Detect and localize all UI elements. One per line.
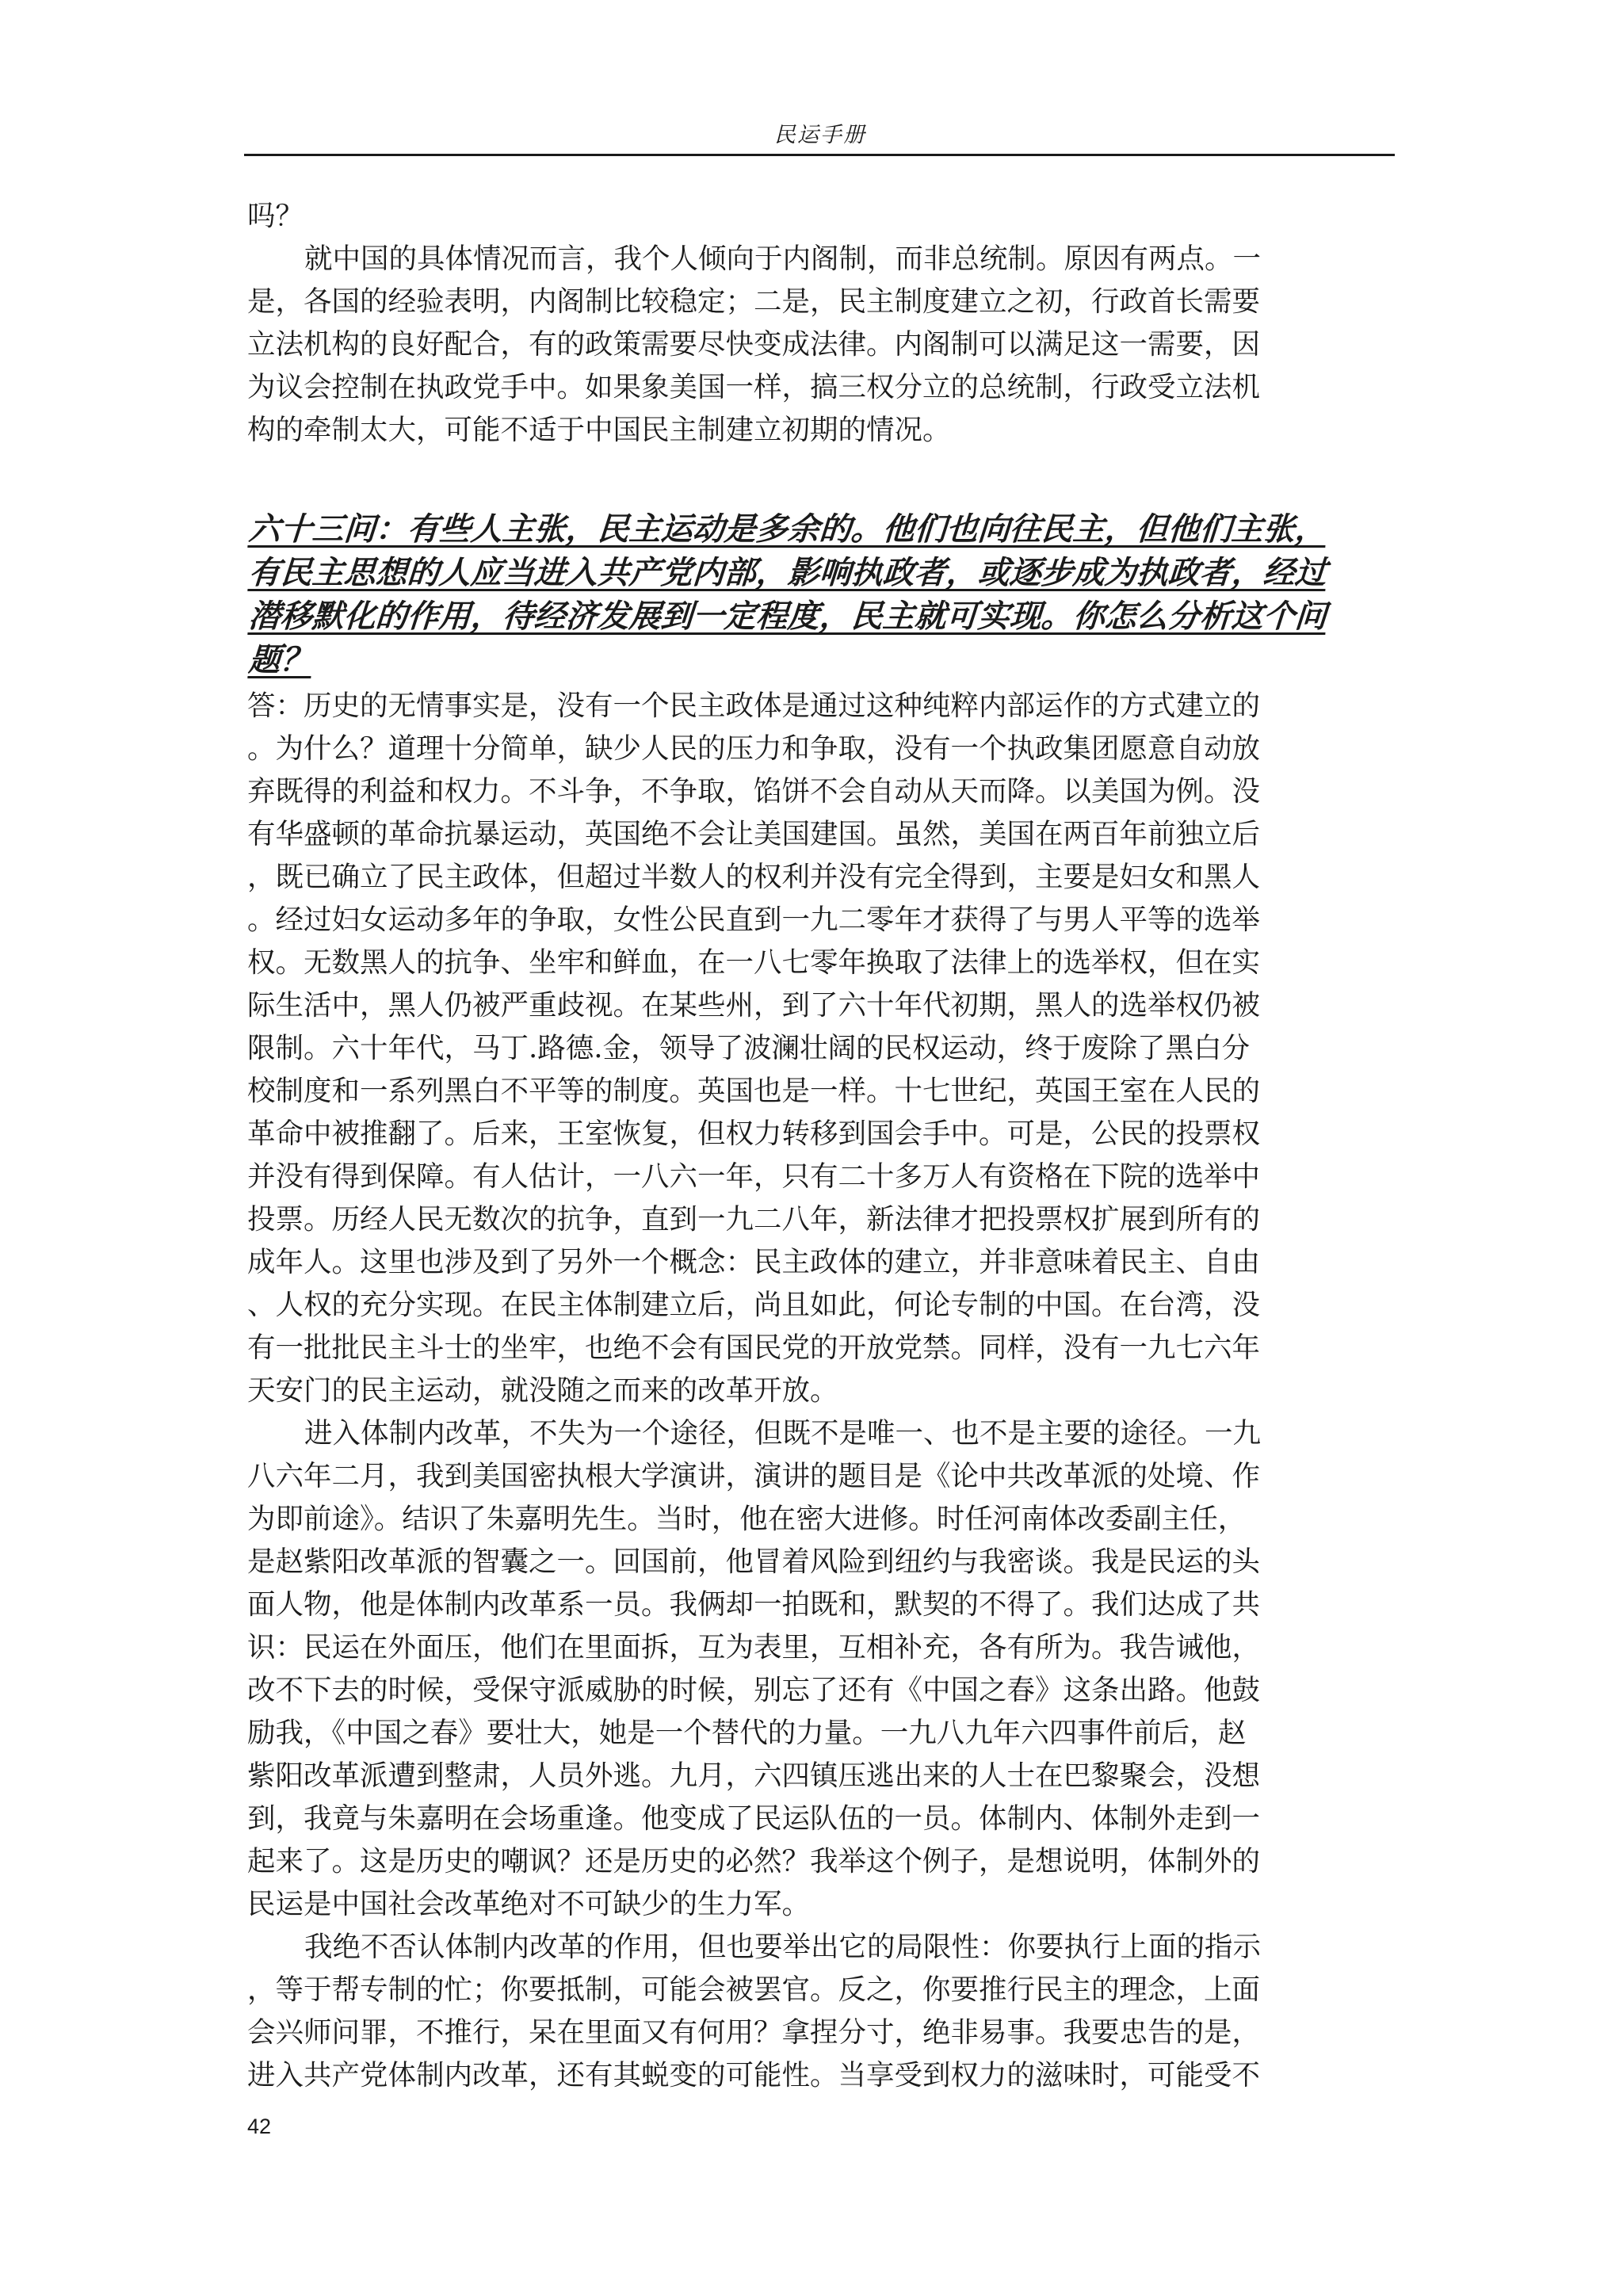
text-line: 天安门的民主运动，就没随之而来的改革开放。: [247, 1374, 838, 1407]
text-line: 限制。六十年代，马丁.路德.金，领导了波澜壮阔的民权运动，终于废除了黑白分: [247, 1032, 1251, 1064]
text-line: 到，我竟与朱嘉明在会场重逢。他变成了民运队伍的一员。体制内、体制外走到一: [247, 1802, 1261, 1835]
text-line: 革命中被推翻了。后来，王室恢复，但权力转移到国会手中。可是，公民的投票权: [247, 1117, 1261, 1150]
text-line: 进入体制内改革，不失为一个途径，但既不是唯一、也不是主要的途径。一九: [304, 1417, 1262, 1450]
text-line: 有一批批民主斗士的坐牢，也绝不会有国民党的开放党禁。同样，没有一九七六年: [247, 1331, 1261, 1364]
heading-line: 有民主思想的人应当进入共产党内部，影响执政者，或逐步成为执政者，经过: [247, 554, 1328, 591]
page-body: [247, 195, 1328, 2097]
heading-line: 潜移默化的作用，待经济发展到一定程度，民主就可实现。你怎么分析这个问: [247, 598, 1328, 635]
text-line: 紫阳改革派遭到整肃，人员外逃。九月，六四镇压逃出来的人士在巴黎聚会，没想: [247, 1759, 1261, 1792]
page-number: 42: [247, 2115, 272, 2138]
text-line: 弃既得的利益和权力。不斗争，不争取，馅饼不会自动从天而降。以美国为例。没: [247, 775, 1261, 808]
text-line: 是，各国的经验表明，内阁制比较稳定；二是，民主制度建立之初，行政首长需要: [247, 285, 1261, 318]
text-line: 有华盛顿的革命抗暴运动，英国绝不会让美国建国。虽然，美国在两百年前独立后: [247, 818, 1261, 850]
text-line: 。为什么？道理十分简单，缺少人民的压力和争取，没有一个执政集团愿意自动放: [247, 732, 1261, 765]
text-line: 会兴师问罪，不推行，呆在里面又有何用？拿捏分寸，绝非易事。我要忠告的是，: [247, 2016, 1261, 2049]
text-line: 八六年二月，我到美国密执根大学演讲，演讲的题目是《论中共改革派的处境、作: [247, 1460, 1261, 1492]
text-line: 识：民运在外面压，他们在里面拆，互为表里，互相补充，各有所为。我告诫他，: [247, 1631, 1261, 1664]
text-line: 答：历史的无情事实是，没有一个民主政体是通过这种纯粹内部运作的方式建立的: [247, 690, 1261, 722]
text-line: 改不下去的时候，受保守派威胁的时候，别忘了还有《中国之春》这条出路。他鼓: [247, 1674, 1261, 1706]
text-line: 投票。历经人民无数次的抗争，直到一九二八年，新法律才把投票权扩展到所有的: [247, 1203, 1261, 1236]
text-line: 为议会控制在执政党手中。如果象美国一样，搞三权分立的总统制，行政受立法机: [247, 371, 1261, 403]
text-line: 并没有得到保障。有人估计，一八六一年，只有二十多万人有资格在下院的选举中: [247, 1160, 1261, 1193]
text-line: ，等于帮专制的忙；你要抵制，可能会被罢官。反之，你要推行民主的理念，上面: [247, 1973, 1261, 2006]
header-divider: [244, 154, 1395, 156]
text-line: 起来了。这是历史的嘲讽？还是历史的必然？我举这个例子，是想说明，体制外的: [247, 1845, 1261, 1878]
question-heading: [247, 507, 1328, 682]
text-line: 。经过妇女运动多年的争取，女性公民直到一九二零年才获得了与男人平等的选举: [247, 904, 1261, 936]
heading-line: 六十三问：有些人主张，民主运动是多余的。他们也向往民主，但他们主张，: [247, 510, 1328, 548]
text-line: 进入共产党体制内改革，还有其蜕变的可能性。当享受到权力的滋味时，可能受不: [247, 2059, 1261, 2092]
text-line: 是赵紫阳改革派的智囊之一。回国前，他冒着风险到纽约与我密谈。我是民运的头: [247, 1545, 1261, 1578]
text-line: 励我，《中国之春》要壮大，她是一个替代的力量。一九八九年六四事件前后，赵: [247, 1717, 1247, 1749]
text-line: 构的牵制太大，可能不适于中国民主制建立初期的情况。: [247, 414, 951, 446]
text-line: 吗？: [247, 200, 304, 232]
text-line: 为即前途》。结识了朱嘉明先生。当时，他在密大进修。时任河南体改委副主任，: [247, 1503, 1247, 1535]
intro-paragraph: [247, 195, 1295, 452]
text-line: 成年人。这里也涉及到了另外一个概念：民主政体的建立，并非意味着民主、自由: [247, 1246, 1261, 1278]
text-line: 权。无数黑人的抗争、坐牢和鲜血，在一八七零年换取了法律上的选举权，但在实: [247, 946, 1261, 979]
running-header: 民运手册: [774, 123, 866, 147]
text-line: 就中国的具体情况而言，我个人倾向于内阁制，而非总统制。原因有两点。一: [304, 243, 1262, 275]
text-line: 立法机构的良好配合，有的政策需要尽快变成法律。内阁制可以满足这一需要，因: [247, 328, 1261, 361]
text-line: 民运是中国社会改革绝对不可缺少的生力军。: [247, 1888, 811, 1920]
answer-body: [247, 685, 1295, 2097]
text-line: 际生活中，黑人仍被严重歧视。在某些州，到了六十年代初期，黑人的选举权仍被: [247, 989, 1261, 1022]
text-line: ，既已确立了民主政体，但超过半数人的权利并没有完全得到，主要是妇女和黑人: [247, 861, 1261, 893]
text-line: 、人权的充分实现。在民主体制建立后，尚且如此，何论专制的中国。在台湾，没: [247, 1289, 1261, 1321]
text-line: 我绝不否认体制内改革的作用，但也要举出它的局限性：你要执行上面的指示: [304, 1931, 1262, 1963]
heading-line: 题？: [247, 641, 314, 678]
text-line: 校制度和一系列黑白不平等的制度。英国也是一样。十七世纪，英国王室在人民的: [247, 1075, 1261, 1107]
text-line: 面人物，他是体制内改革系一员。我俩却一拍既和，默契的不得了。我们达成了共: [247, 1588, 1261, 1621]
